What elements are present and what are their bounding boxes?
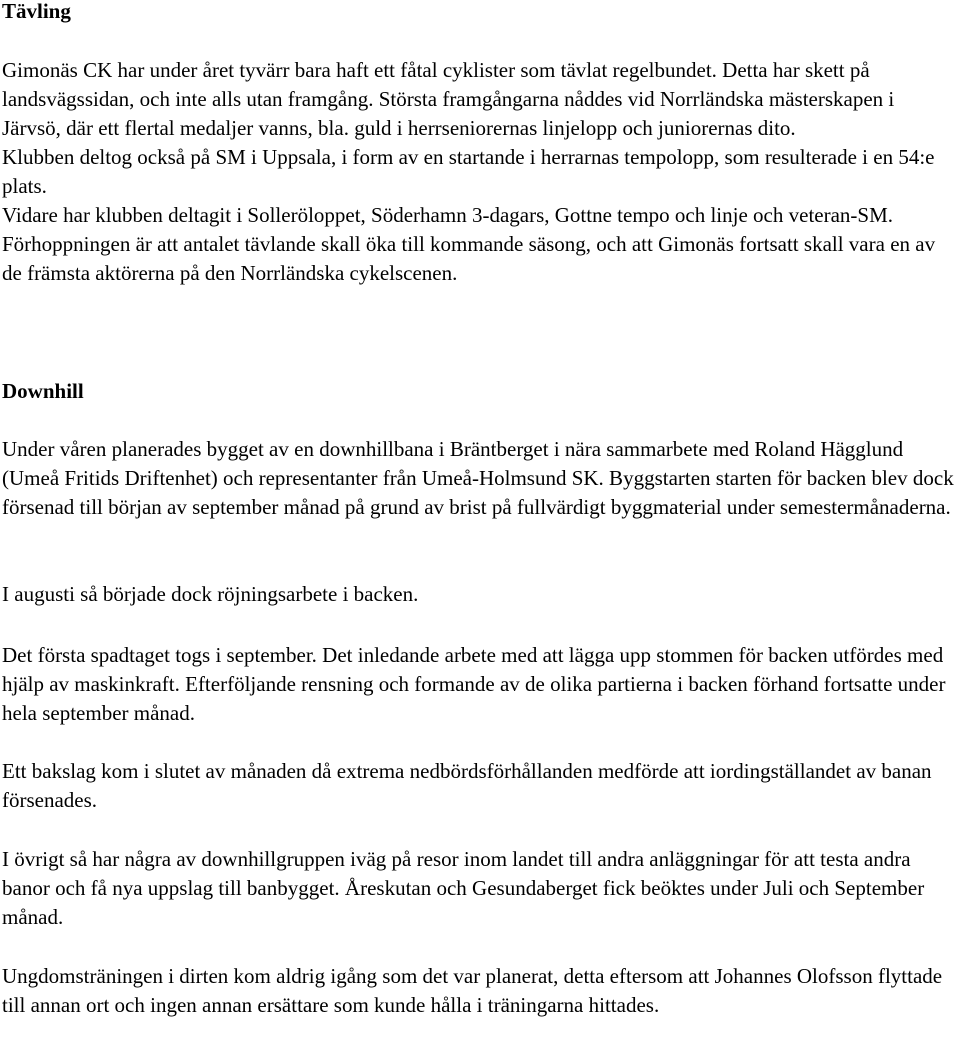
section-heading-tavling: Tävling [2, 0, 71, 23]
tavling-paragraph-2: Klubben deltog också på SM i Uppsala, i form av en startande i herrarnas tempolopp, som resulterade i en 54:e plats. [2, 145, 935, 198]
downhill-paragraph-4: Ett bakslag kom i slutet av månaden då extrema nedbördsförhållanden medförde att iordingställandet av banan försenades. [2, 759, 932, 812]
section-heading-downhill: Downhill [2, 379, 84, 403]
tavling-body [2, 56, 956, 288]
downhill-paragraph-3: Det första spadtaget togs i september. Det inledande arbete med att lägga upp stommen för backen utfördes med hjälp av maskinkraft. Efterföljande rensning och formande av de olika partierna i backen förhand fortsatte under hela september månad. [2, 643, 946, 725]
tavling-paragraph-3: Vidare har klubben deltagit i Solleröloppet, Söderhamn 3-dagars, Gottne tempo och linje och veteran-SM. Förhoppningen är att antalet tävlande skall öka till kommande säsong, och att Gimonäs fortsatt skall vara en av de främsta aktörerna på den Norrländska cykelscenen. [2, 203, 936, 285]
tavling-paragraph-1: Gimonäs CK har under året tyvärr bara haft ett fåtal cyklister som tävlat regelbundet. Detta har skett på landsvägssidan, och inte alls utan framgång. Största framgångarna nåddes vid Norrländska mästerskapen i Järvsö, där ett flertal medaljer vanns, bla. guld i herrseniorernas linjelopp och juniorernas dito. [2, 58, 895, 140]
downhill-paragraph-1: Under våren planerades bygget av en downhillbana i Bräntberget i nära sammarbete med Roland Hägglund (Umeå Fritids Driftenhet) och representanter från Umeå-Holmsund SK. Byggstarten starten för backen blev dock försenad till början av september månad på grund av brist på fullvärdigt byggmaterial under semestermånaderna. [2, 437, 954, 519]
downhill-paragraph-5: I övrigt så har några av downhillgruppen iväg på resor inom landet till andra anläggningar för att testa andra banor och få nya uppslag till banbygget. Åreskutan och Gesundaberget fick beöktes under Juli och September månad. [2, 847, 925, 929]
downhill-paragraph-6: Ungdomsträningen i dirten kom aldrig igång som det var planerat, detta eftersom att Johannes Olofsson flyttade till annan ort och ingen annan ersättare som kunde hålla i träningarna hittades. [2, 964, 943, 1017]
downhill-paragraph-2: I augusti så började dock röjningsarbete i backen. [2, 582, 419, 606]
